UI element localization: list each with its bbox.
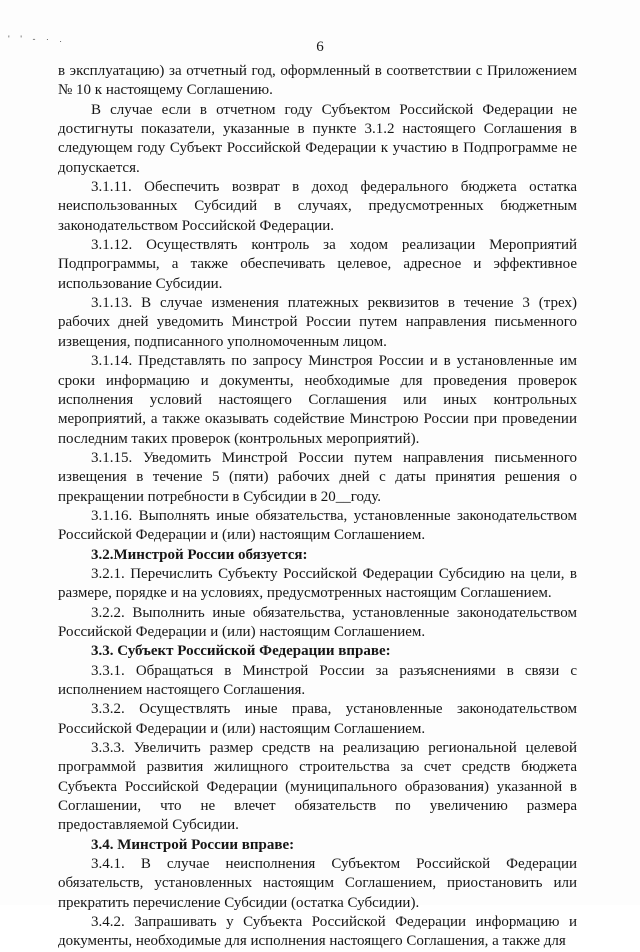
clause-3-3-1: 3.3.1. Обращаться в Минстрой России за разъяснениями в связи с исполнением настоящего Соглашения. bbox=[58, 662, 577, 698]
clause-3-1-16: 3.1.16. Выполнять иные обязательства, установленные законодательством Российской Федерации и (или) настоящим Соглашением. bbox=[58, 507, 577, 544]
section-heading-3-4: 3.4. Минстрой России вправе: bbox=[91, 836, 295, 853]
scan-marks: ' ' - · . bbox=[8, 34, 66, 44]
clause-3-4-1: 3.4.1. В случае неисполнения Субъектом Российской Федерации обязательств, установленных настоящим Соглашением, приостановить или прекратить перечисление Субсидии (остатка Субсидии). bbox=[58, 856, 577, 911]
document-body bbox=[58, 62, 577, 952]
clause-3-1-15: 3.1.15. Уведомить Минстрой России путем направления письменного извещения в течение 5 (пяти) рабочих дней с даты принятия решения о прекращении потребности в Субсидии в 20__году. bbox=[58, 449, 577, 505]
paragraph-indicators-not-met: В случае если в отчетном году Субъектом Российской Федерации не достигнуты показатели, указанные в пункте 3.1.2 настоящего Соглашения в следующем году Субъект Российской Федерации к участию в Подпрограмме не допускается. bbox=[58, 101, 577, 176]
section-heading-3-2: 3.2.Минстрой России обязуется: bbox=[91, 546, 308, 563]
clause-3-3-3: 3.3.3. Увеличить размер средств на реализацию региональной целевой программой развития жилищного строительства за счет средств бюджета Субъекта Российской Федерации (муниципального образования) указанной в Соглашении, что не влечет обязательств по увеличению размера предоставляемой Субсидии. bbox=[58, 740, 577, 834]
section-heading-3-3: 3.3. Субъект Российской Федерации вправе: bbox=[91, 643, 391, 660]
clause-3-1-11: 3.1.11. Обеспечить возврат в доход федерального бюджета остатка неиспользованных Субсидий в случаях, предусмотренных бюджетным законодательством Российской Федерации. bbox=[58, 179, 577, 234]
page-number: 6 bbox=[316, 39, 324, 55]
clause-3-1-14: 3.1.14. Представлять по запросу Минстроя России и в установленные им сроки информацию и документы, необходимые для проведения проверок исполнения условий настоящего Соглашения или иных контрольных мероприятий, а также оказывать содействие Минстрою России при проведении последним таких проверок (контрольных мероприятий). bbox=[58, 353, 577, 447]
clause-3-3-2: 3.3.2. Осуществлять иные права, установленные законодательством Российской Федерации и (или) настоящим Соглашением. bbox=[58, 701, 577, 737]
clause-3-2-2: 3.2.2. Выполнить иные обязательства, установленные законодательством Российской Федерации и (или) настоящим Соглашением. bbox=[58, 604, 577, 640]
clause-3-1-13: 3.1.13. В случае изменения платежных реквизитов в течение 3 (трех) рабочих дней уведомить Минстрой России путем направления письменного извещения, подписанного уполномоченным лицом. bbox=[58, 295, 577, 350]
clause-3-4-2: 3.4.2. Запрашивать у Субъекта Российской Федерации информацию и документы, необходимые для исполнения настоящего Соглашения, а также для bbox=[58, 914, 577, 950]
clause-3-1-12: 3.1.12. Осуществлять контроль за ходом реализации Мероприятий Подпрограммы, а также обеспечивать целевое, адресное и эффективное использование Субсидии. bbox=[58, 237, 577, 292]
clause-3-2-1: 3.2.1. Перечислить Субъекту Российской Федерации Субсидию на цели, в размере, порядке и на условиях, предусмотренных настоящим Соглашением. bbox=[58, 565, 577, 602]
paragraph-continuation: в эксплуатацию) за отчетный год, оформленный в соответствии с Приложением № 10 к настоящему Соглашению. bbox=[58, 63, 577, 99]
